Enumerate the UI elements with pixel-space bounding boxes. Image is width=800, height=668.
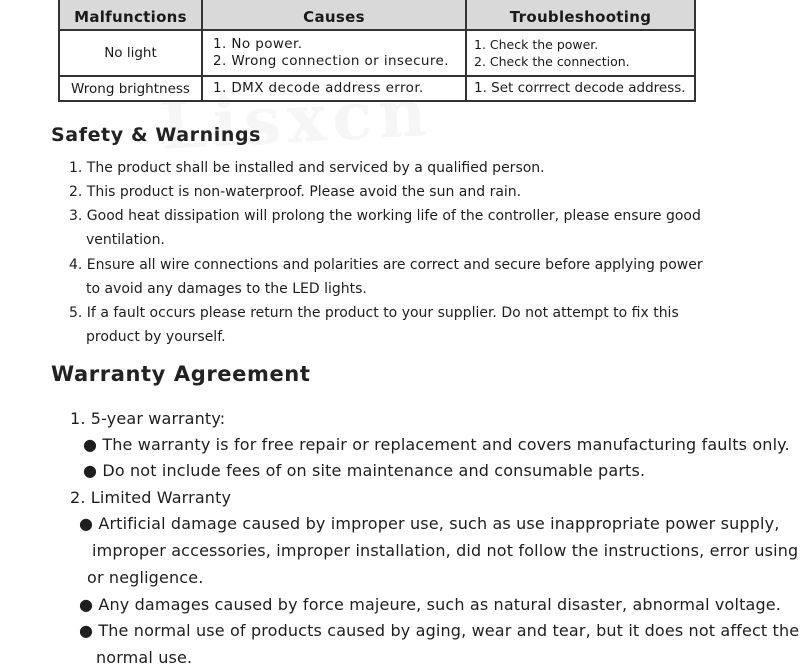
cause-line: 1. No power. bbox=[213, 36, 303, 52]
troubleshooting-cell bbox=[466, 30, 695, 76]
safety-item: 1. The product shall be installed and serviced by a qualified person. bbox=[69, 160, 545, 176]
causes-cell bbox=[202, 76, 466, 101]
troubleshooting-cell bbox=[466, 76, 695, 101]
warranty-bullet-continuation: improper accessories, improper installation, did not follow the instructions, error using bbox=[92, 541, 799, 560]
troubleshooting-table bbox=[58, 0, 696, 102]
header-troubleshooting: Troubleshooting bbox=[466, 0, 695, 30]
safety-item-continuation: ventilation. bbox=[86, 232, 165, 248]
warranty-item: 1. 5-year warranty: bbox=[70, 409, 226, 428]
warranty-bullet-continuation: normal use. bbox=[96, 648, 193, 667]
cause-line: 1. DMX decode address error. bbox=[213, 80, 424, 96]
header-malfunctions: Malfunctions bbox=[59, 0, 202, 30]
safety-heading: Safety & Warnings bbox=[51, 124, 262, 146]
safety-item: 5. If a fault occurs please return the product to your supplier. Do not attempt to fix this bbox=[69, 305, 679, 321]
safety-item: 2. This product is non-waterproof. Please avoid the sun and rain. bbox=[69, 184, 522, 200]
warranty-bullet: ● Do not include fees of on site maintenance and consumable parts. bbox=[83, 461, 646, 480]
causes-cell bbox=[202, 30, 466, 76]
safety-item: 3. Good heat dissipation will prolong the working life of the controller, please ensure good bbox=[69, 208, 701, 224]
cause-line: 2. Wrong connection or insecure. bbox=[213, 53, 449, 69]
header-causes: Causes bbox=[202, 0, 466, 30]
table-row bbox=[59, 76, 695, 101]
malfunction-cell: No light bbox=[59, 30, 202, 76]
warranty-bullet-continuation: or negligence. bbox=[87, 568, 204, 587]
table-header-row bbox=[59, 0, 695, 30]
warranty-bullet: ● The warranty is for free repair or replacement and covers manufacturing faults only. bbox=[83, 435, 790, 454]
warranty-bullet: ● The normal use of products caused by aging, wear and tear, but it does not affect the bbox=[79, 621, 800, 640]
safety-item: 4. Ensure all wire connections and polarities are correct and secure before applying power bbox=[69, 257, 703, 273]
warranty-bullet: ● Any damages caused by force majeure, such as natural disaster, abnormal voltage. bbox=[79, 595, 781, 614]
warranty-bullet: ● Artificial damage caused by improper use, such as use inappropriate power supply, bbox=[79, 514, 780, 533]
warranty-heading: Warranty Agreement bbox=[51, 362, 311, 386]
table-row bbox=[59, 30, 695, 76]
safety-item-continuation: to avoid any damages to the LED lights. bbox=[86, 281, 367, 297]
safety-item-continuation: product by yourself. bbox=[86, 329, 226, 345]
malfunction-cell: Wrong brightness bbox=[59, 76, 202, 101]
warranty-item: 2. Limited Warranty bbox=[70, 488, 232, 507]
troubleshooting-line: 2. Check the connection. bbox=[474, 54, 630, 69]
troubleshooting-line: 1. Check the power. bbox=[474, 37, 599, 52]
troubleshooting-line: 1. Set corrrect decode address. bbox=[474, 80, 686, 96]
